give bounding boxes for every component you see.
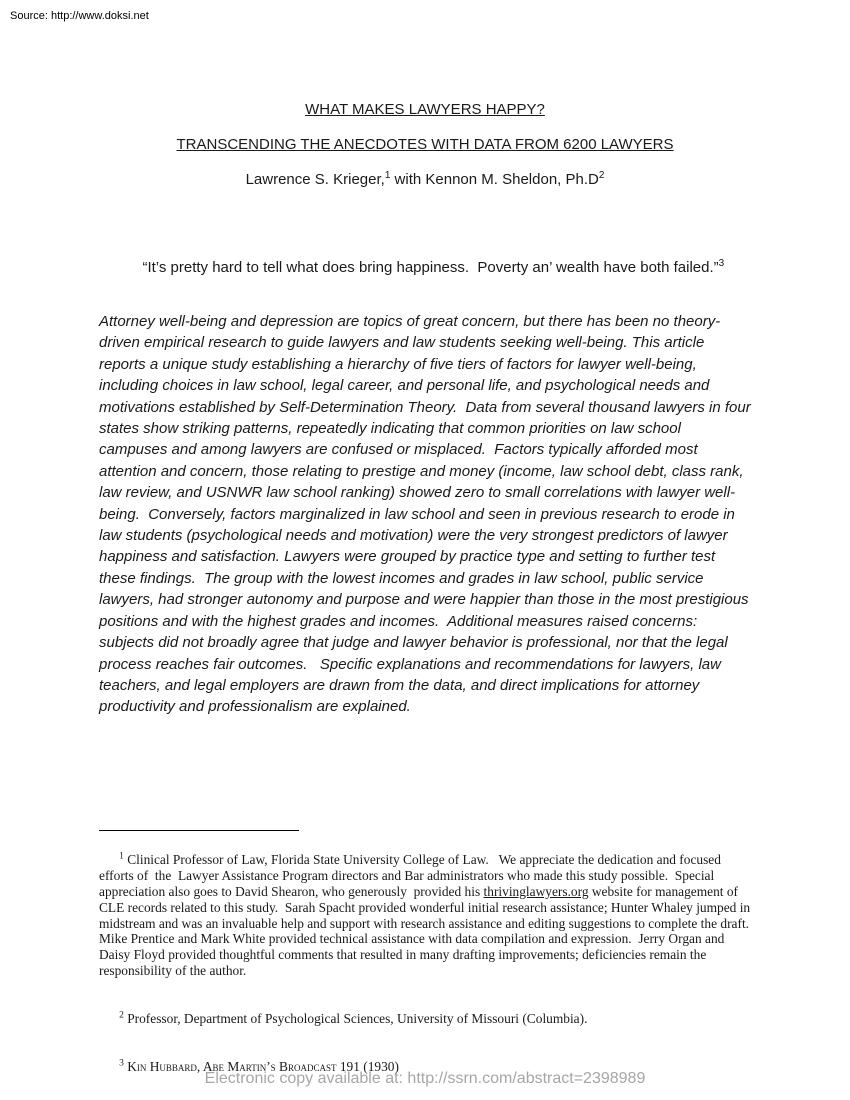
paper-subtitle-text: TRANSCENDING THE ANECDOTES WITH DATA FROM 6200 LAWYERS [176, 136, 674, 153]
authors-line [0, 171, 850, 188]
paper-title-text: WHAT MAKES LAWYERS HAPPY? [305, 101, 545, 118]
footnote-2-marker: 2 [119, 1010, 124, 1021]
footnote-1-marker: 1 [119, 851, 124, 862]
footnote-ref-2: 2 [598, 170, 605, 181]
thrivinglawyers-link[interactable]: thrivinglawyers.org [483, 883, 589, 899]
footnote-3-marker: 3 [119, 1058, 124, 1069]
author-1-name: Lawrence S. Krieger, [245, 171, 385, 188]
footnote-2-text: Professor, Department of Psychological Sciences, University of Missouri (Columbia). [123, 1010, 588, 1026]
footnote-1-text-after-link: website for management of CLE records related to this study. Sarah Spacht provided wonderful initial research assistance; Hunter Whaley jumped in midstream and was an invaluable help and support with research assistance and editing suggestions to complete the draft. Mike Prentice and Mark White provided technical assistance with data compilation and expression. Jerry Organ and Daisy Floyd provided thoughtful comments that resulted in many drafting improvements; deficiencies remain the responsibility of the author. [99, 883, 756, 979]
footnote-2 [99, 995, 753, 1043]
source-label: Source: http://www.doksi.net [10, 10, 149, 22]
paper-subtitle [0, 136, 850, 153]
footnotes-section [99, 836, 756, 1091]
footnote-ref-1: 1 [384, 170, 391, 181]
epigraph-quote [0, 242, 850, 293]
abstract-paragraph: Attorney well-being and depression are topics of great concern, but there has been no theory-driven empirical research to guide lawyers and law students seeking well-being. This article reports a unique study establishing a hierarchy of five tiers of factors for lawyer well-being, including choices in law school, legal career, and personal life, and psychological needs and motivations established by Self-Determination Theory. Data from several thousand lawyers in four states show striking patterns, repeatedly indicating that common priorities on law school campuses and among lawyers are confused or misplaced. Factors typically afforded most attention and concern, those relating to prestige and money (income, law school debt, class rank, law review, and USNWR law school ranking) showed zero to small correlations with lawyer well-being. Conversely, factors marginalized in law school and seen in previous research to erode in law students (psychological needs and motivation) were the very strongest predictors of lawyer happiness and satisfaction. Lawyers were grouped by practice type and setting to further test these findings. The group with the lowest incomes and grades in law school, public service lawyers, had stronger autonomy and purpose and were happier than those in the most prestigious positions and with the highest grades and incomes. Additional measures raised concerns: subjects did not broadly agree that judge and lawyer behavior is professional, nor that the legal process reaches fair outcomes. Specific explanations and recommendations for lawyers, law teachers, and legal employers are drawn from the data, and direct implications for attorney productivity and professionalism are explained. [99, 313, 755, 716]
footnote-1-text-before-link: Clinical Professor of Law, Florida State University College of Law. We appreciate the dedication and focused efforts of the Lawyer Assistance Program directors and Bar administrators who made this study possible. Special appreciation also goes to David Shearon, who generously provided his [99, 851, 725, 899]
paper-title [0, 101, 850, 118]
ssrn-footer-text: Electronic copy available at: http://ssrn.com/abstract=2398989 [204, 1070, 646, 1087]
footnote-3-text: Kin Hubbard, Abe Martin’s Broadcast 191 (1930) [123, 1058, 399, 1074]
footnote-1 [99, 836, 756, 995]
footnote-ref-3: 3 [718, 258, 725, 269]
epigraph-text: “It’s pretty hard to tell what does bring happiness. Poverty an’ wealth have both failed.” [142, 259, 719, 276]
author-2-name: with Kennon M. Sheldon, Ph.D [390, 171, 599, 188]
footnote-divider [99, 830, 299, 831]
